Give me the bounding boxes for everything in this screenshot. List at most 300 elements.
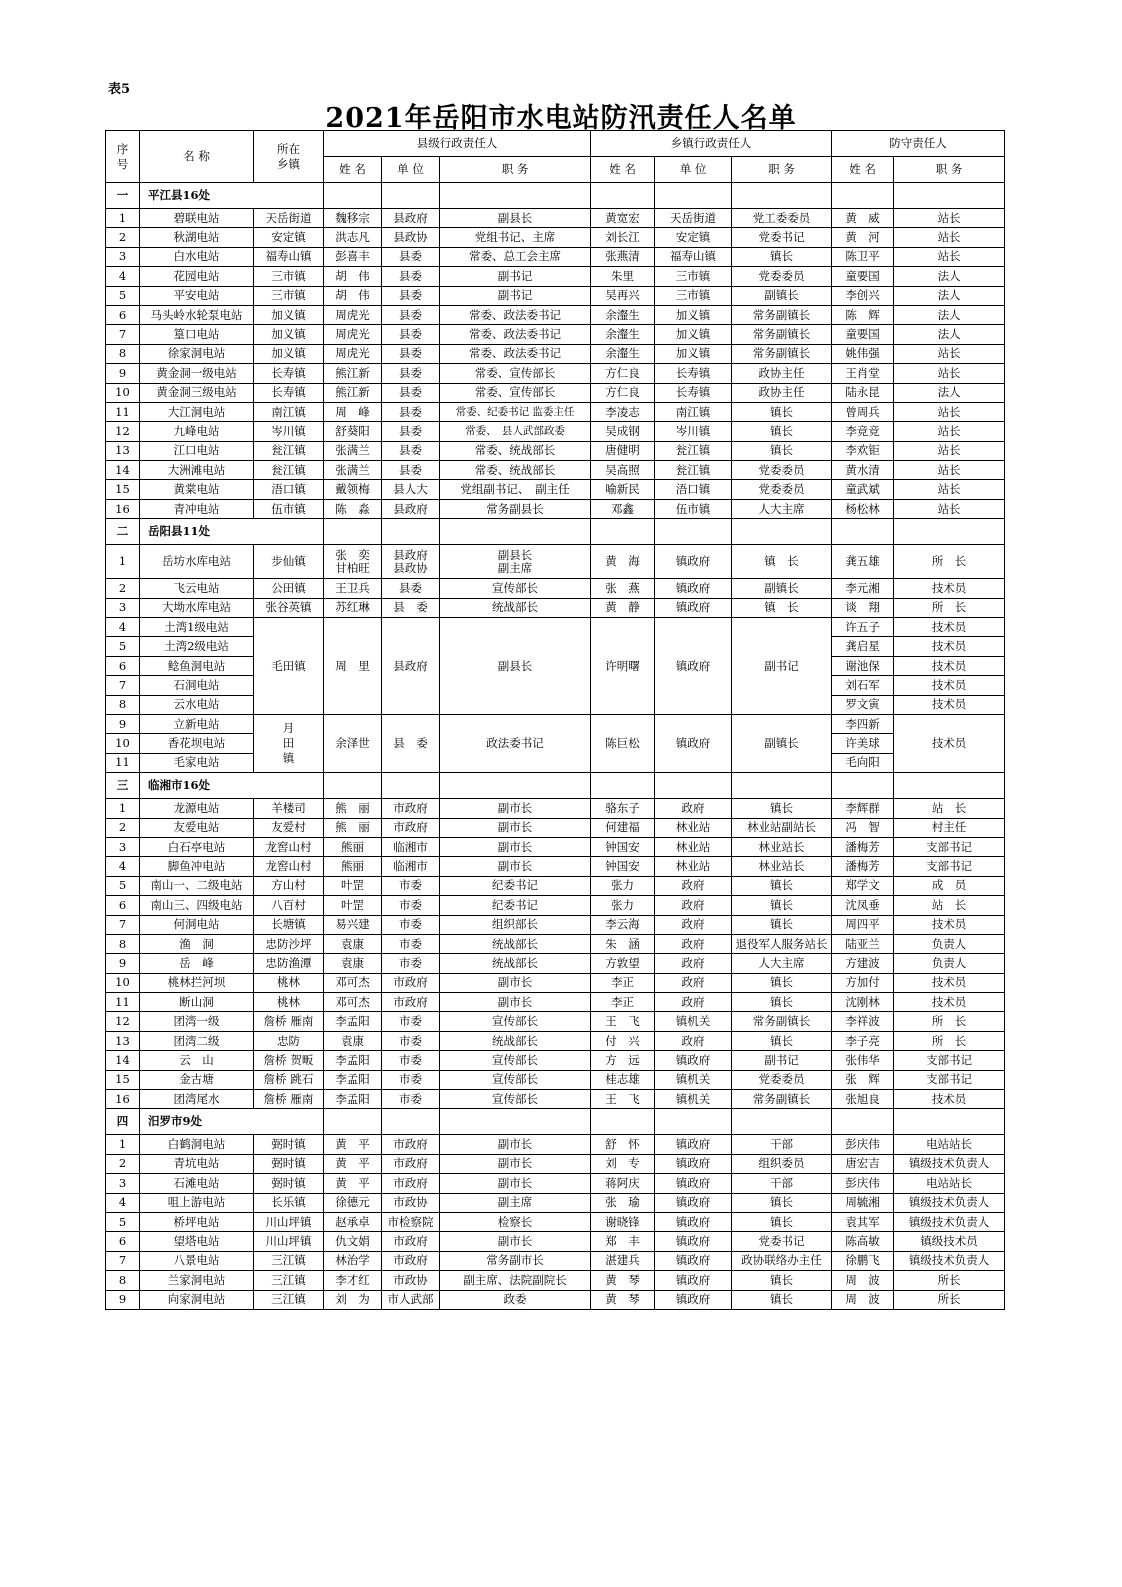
- cell-town-unit: 镇政府: [655, 579, 732, 598]
- cell-county-unit: 县委: [382, 267, 440, 286]
- cell-guard-name: 李竞竞: [832, 422, 894, 441]
- cell-guard-name: 李欢钜: [832, 441, 894, 460]
- cell-town-unit: 南江镇: [655, 402, 732, 421]
- cell-seq: 12: [106, 1012, 140, 1031]
- cell-county-post: 常委、政法委书记: [440, 344, 591, 363]
- cell-county-post: 宣传部长: [440, 1051, 591, 1070]
- cell-town-name: 钟国安: [591, 857, 655, 876]
- cell-town-post: 党委书记: [732, 228, 832, 247]
- cell-name: 飞云电站: [140, 579, 254, 598]
- cell-name: 青冲电站: [140, 499, 254, 518]
- cell-town-unit: 镇政府: [655, 618, 732, 715]
- cell-town: 詹桥 雁南: [254, 1090, 324, 1109]
- cell-town-name: 吴再兴: [591, 286, 655, 305]
- header-town-post: 职 务: [732, 157, 832, 183]
- cell-town-post: 镇长: [732, 1271, 832, 1290]
- cell-county-name: 熊江新: [324, 364, 382, 383]
- cell-county-name: 黄 平: [324, 1174, 382, 1193]
- cell-guard-post: 法人: [894, 383, 1005, 402]
- cell-guard-name: 李祥波: [832, 1012, 894, 1031]
- cell-guard-name: 姚伟强: [832, 344, 894, 363]
- cell-county-post: 党组书记、主席: [440, 228, 591, 247]
- section-no: 三: [106, 773, 140, 799]
- cell-guard-name: 潘梅芳: [832, 837, 894, 856]
- cell-town-unit: 林业站: [655, 818, 732, 837]
- cell-town-unit: 政府: [655, 973, 732, 992]
- cell-county-post: 常委、政法委书记: [440, 325, 591, 344]
- cell-town-post: 常务副镇长: [732, 1090, 832, 1109]
- cell-seq: 6: [106, 1232, 140, 1251]
- cell-guard-post: 所 长: [894, 1031, 1005, 1050]
- section-row: [106, 519, 1005, 545]
- cell-name: 大坳水库电站: [140, 598, 254, 617]
- cell-guard-post: 支部书记: [894, 1051, 1005, 1070]
- cell-name: 云 山: [140, 1051, 254, 1070]
- cell-county-post: 宣传部长: [440, 1012, 591, 1031]
- cell-guard-post: 站 长: [894, 799, 1005, 818]
- cell-guard-post: 负责人: [894, 954, 1005, 973]
- cell-town-post: 镇长: [732, 1290, 832, 1309]
- cell-county-name: 熊江新: [324, 383, 382, 402]
- header-town: 所在 乡镇: [254, 131, 324, 183]
- cell-town: 三市镇: [254, 286, 324, 305]
- cell-town: 三江镇: [254, 1251, 324, 1270]
- cell-county-unit: 县政府 县政协: [382, 545, 440, 579]
- cell-guard-name: 曾周兵: [832, 402, 894, 421]
- cell-town: 加义镇: [254, 305, 324, 324]
- header-guard-group: 防守责任人: [832, 131, 1005, 157]
- cell-county-unit: 县委: [382, 383, 440, 402]
- cell-name: 桥坪电站: [140, 1212, 254, 1231]
- cell-town: 詹桥 雁南: [254, 1012, 324, 1031]
- table-row: [106, 286, 1005, 305]
- cell-name: 篁口电站: [140, 325, 254, 344]
- cell-guard-name: 李四新: [832, 714, 894, 733]
- cell-guard-name: 王肖堂: [832, 364, 894, 383]
- cell-guard-name: 张旭良: [832, 1090, 894, 1109]
- cell-county-post: 副市长: [440, 818, 591, 837]
- cell-town-post: 镇长: [732, 896, 832, 915]
- cell-name: 花园电站: [140, 267, 254, 286]
- cell-town: 弼时镇: [254, 1154, 324, 1173]
- cell-town-unit: 政府: [655, 993, 732, 1012]
- cell-name: 八景电站: [140, 1251, 254, 1270]
- cell-seq: 2: [106, 579, 140, 598]
- cell-town: 浯口镇: [254, 480, 324, 499]
- cell-town-unit: 林业站: [655, 837, 732, 856]
- section-no: 二: [106, 519, 140, 545]
- cell-town: 桃林: [254, 993, 324, 1012]
- cell-guard-post: 技术员: [894, 676, 1005, 695]
- cell-guard-post: 镇级技术员: [894, 1232, 1005, 1251]
- cell-county-unit: 市政协: [382, 1271, 440, 1290]
- cell-county-name: 李孟阳: [324, 1051, 382, 1070]
- cell-seq: 6: [106, 896, 140, 915]
- cell-county-name: 袁康: [324, 934, 382, 953]
- cell-town-unit: 镇政府: [655, 1271, 732, 1290]
- table-row: [106, 857, 1005, 876]
- cell-name: 团湾一级: [140, 1012, 254, 1031]
- cell-town-post: 常务副镇长: [732, 344, 832, 363]
- cell-seq: 9: [106, 1290, 140, 1309]
- cell-town-unit: 镇机关: [655, 1090, 732, 1109]
- header-name: 名 称: [140, 131, 254, 183]
- cell-guard-name: 李元湘: [832, 579, 894, 598]
- cell-county-unit: 市政府: [382, 799, 440, 818]
- cell-town: 八百村: [254, 896, 324, 915]
- cell-name: 岳 峰: [140, 954, 254, 973]
- cell-name: 青坑电站: [140, 1154, 254, 1173]
- cell-town-name: 刘长江: [591, 228, 655, 247]
- cell-town-unit: 林业站: [655, 857, 732, 876]
- cell-name: 岳坊水库电站: [140, 545, 254, 579]
- cell-seq: 5: [106, 1212, 140, 1231]
- cell-town: 月 田 镇: [254, 714, 324, 772]
- cell-town-post: 党委委员: [732, 267, 832, 286]
- cell-guard-name: 童武斌: [832, 480, 894, 499]
- cell-guard-post: 站长: [894, 209, 1005, 228]
- table-row: [106, 1271, 1005, 1290]
- cell-town-post: 镇长: [732, 1212, 832, 1231]
- cell-county-post: 常委、纪委书记 监委主任: [440, 402, 591, 421]
- cell-guard-name: 李创兴: [832, 286, 894, 305]
- cell-county-unit: 市政府: [382, 993, 440, 1012]
- cell-town: 桃林: [254, 973, 324, 992]
- cell-guard-name: 彭庆伟: [832, 1174, 894, 1193]
- cell-town-post: 人大主席: [732, 954, 832, 973]
- cell-county-post: 常委、政法委书记: [440, 305, 591, 324]
- cell-name: 渔 洞: [140, 934, 254, 953]
- cell-county-post: 宣传部长: [440, 579, 591, 598]
- cell-guard-post: 所长: [894, 1290, 1005, 1309]
- cell-town-post: 镇长: [732, 973, 832, 992]
- cell-guard-post: 镇级技术负责人: [894, 1212, 1005, 1231]
- cell-guard-post: 支部书记: [894, 857, 1005, 876]
- cell-guard-post: 镇级技术负责人: [894, 1193, 1005, 1212]
- cell-town-name: 黄宽宏: [591, 209, 655, 228]
- cell-guard-post: 村主任: [894, 818, 1005, 837]
- table-row: [106, 344, 1005, 363]
- cell-guard-post: 技术员: [894, 695, 1005, 714]
- cell-town-post: 镇 长: [732, 598, 832, 617]
- section-row: [106, 773, 1005, 799]
- cell-town-unit: 政府: [655, 915, 732, 934]
- cell-guard-post: 站长: [894, 461, 1005, 480]
- cell-seq: 10: [106, 973, 140, 992]
- cell-town-name: 唐健明: [591, 441, 655, 460]
- cell-county-post: 组织部长: [440, 915, 591, 934]
- cell-seq: 14: [106, 1051, 140, 1070]
- cell-name: 何洞电站: [140, 915, 254, 934]
- cell-county-unit: 县委: [382, 344, 440, 363]
- cell-name: 大江洞电站: [140, 402, 254, 421]
- cell-guard-post: 技术员: [894, 993, 1005, 1012]
- cell-town-post: 政协主任: [732, 364, 832, 383]
- cell-town-unit: 镇政府: [655, 1135, 732, 1154]
- cell-seq: 6: [106, 305, 140, 324]
- cell-name: 南山三、四级电站: [140, 896, 254, 915]
- cell-county-unit: 市政府: [382, 818, 440, 837]
- cell-seq: 4: [106, 1193, 140, 1212]
- cell-town-unit: 瓮江镇: [655, 461, 732, 480]
- cell-town: 伍市镇: [254, 499, 324, 518]
- cell-seq: 9: [106, 954, 140, 973]
- cell-county-name: 胡 伟: [324, 267, 382, 286]
- cell-guard-name: 李子亮: [832, 1031, 894, 1050]
- cell-county-name: 陈 淼: [324, 499, 382, 518]
- cell-guard-name: 童要国: [832, 267, 894, 286]
- cell-town-unit: 天岳街道: [655, 209, 732, 228]
- cell-county-post: 副县长: [440, 618, 591, 715]
- cell-town-unit: 伍市镇: [655, 499, 732, 518]
- cell-town-unit: 镇机关: [655, 1012, 732, 1031]
- cell-seq: 4: [106, 267, 140, 286]
- cell-seq: 15: [106, 1070, 140, 1089]
- cell-county-name: 周虎光: [324, 325, 382, 344]
- cell-guard-post: 技术员: [894, 714, 1005, 772]
- cell-name: 土湾2级电站: [140, 637, 254, 656]
- cell-town-post: 镇长: [732, 993, 832, 1012]
- cell-town-name: 骆东子: [591, 799, 655, 818]
- cell-town-post: 干部: [732, 1135, 832, 1154]
- cell-county-post: 副市长: [440, 799, 591, 818]
- table-row: [106, 915, 1005, 934]
- cell-county-post: 纪委书记: [440, 896, 591, 915]
- cell-town: 公田镇: [254, 579, 324, 598]
- cell-name: 脚鱼冲电站: [140, 857, 254, 876]
- table-row: [106, 499, 1005, 518]
- cell-guard-name: 唐宏吉: [832, 1154, 894, 1173]
- cell-town-post: 副书记: [732, 1051, 832, 1070]
- cell-seq: 9: [106, 714, 140, 733]
- cell-county-name: 叶罡: [324, 876, 382, 895]
- cell-town-post: 政协主任: [732, 383, 832, 402]
- cell-name: 香花坝电站: [140, 734, 254, 753]
- cell-name: 白鹤洞电站: [140, 1135, 254, 1154]
- cell-town-name: 桂志雄: [591, 1070, 655, 1089]
- cell-town-unit: 浯口镇: [655, 480, 732, 499]
- cell-county-unit: 临湘市: [382, 857, 440, 876]
- table-row: [106, 1051, 1005, 1070]
- cell-town-post: 镇长: [732, 1031, 832, 1050]
- table-row: [106, 267, 1005, 286]
- cell-town: 长寿镇: [254, 383, 324, 402]
- cell-town: 詹桥 贺畈: [254, 1051, 324, 1070]
- cell-county-name: 袁康: [324, 954, 382, 973]
- cell-county-name: 赵承卓: [324, 1212, 382, 1231]
- table-row: [106, 364, 1005, 383]
- cell-town: 长寿镇: [254, 364, 324, 383]
- cell-guard-post: 法人: [894, 305, 1005, 324]
- cell-town-post: 镇长: [732, 876, 832, 895]
- cell-name: 九峰电站: [140, 422, 254, 441]
- cell-town-name: 黄 琴: [591, 1290, 655, 1309]
- cell-seq: 2: [106, 228, 140, 247]
- cell-county-post: 宣传部长: [440, 1090, 591, 1109]
- cell-seq: 5: [106, 637, 140, 656]
- cell-town: 毛田镇: [254, 618, 324, 715]
- cell-county-post: 副市长: [440, 1154, 591, 1173]
- cell-name: 望塔电站: [140, 1232, 254, 1251]
- cell-county-post: 副市长: [440, 857, 591, 876]
- cell-town-post: 常务副镇长: [732, 325, 832, 344]
- cell-county-unit: 县 委: [382, 714, 440, 772]
- cell-town-unit: 镇政府: [655, 1051, 732, 1070]
- cell-county-unit: 市检察院: [382, 1212, 440, 1231]
- cell-town-post: 镇长: [732, 799, 832, 818]
- cell-county-post: 统战部长: [440, 934, 591, 953]
- cell-guard-post: 技术员: [894, 973, 1005, 992]
- cell-seq: 3: [106, 598, 140, 617]
- cell-county-post: 副书记: [440, 286, 591, 305]
- table-row: [106, 818, 1005, 837]
- cell-county-unit: 市政府: [382, 1135, 440, 1154]
- cell-guard-name: 周 波: [832, 1290, 894, 1309]
- section-title: 临湘市16处: [140, 773, 324, 799]
- cell-town-unit: 岑川镇: [655, 422, 732, 441]
- cell-town: 福寿山镇: [254, 247, 324, 266]
- cell-town-unit: 镇政府: [655, 1154, 732, 1173]
- cell-guard-name: 杨松林: [832, 499, 894, 518]
- cell-guard-name: 李辉群: [832, 799, 894, 818]
- table-row: [106, 545, 1005, 579]
- cell-town-name: 何建福: [591, 818, 655, 837]
- cell-county-unit: 市委: [382, 1031, 440, 1050]
- cell-town-name: 湛建兵: [591, 1251, 655, 1270]
- cell-name: 秋湖电站: [140, 228, 254, 247]
- table-row: [106, 598, 1005, 617]
- cell-town: 长塘镇: [254, 915, 324, 934]
- cell-town-name: 余瀣生: [591, 305, 655, 324]
- cell-county-unit: 市委: [382, 954, 440, 973]
- cell-county-post: 纪委书记: [440, 876, 591, 895]
- cell-county-name: 周虎光: [324, 344, 382, 363]
- table-row: [106, 325, 1005, 344]
- cell-guard-post: 所 长: [894, 545, 1005, 579]
- cell-name: 白水电站: [140, 247, 254, 266]
- cell-town-name: 黄 静: [591, 598, 655, 617]
- cell-name: 咀上游电站: [140, 1193, 254, 1212]
- cell-town-name: 王 飞: [591, 1012, 655, 1031]
- cell-town-post: 组织委员: [732, 1154, 832, 1173]
- cell-seq: 7: [106, 915, 140, 934]
- table-row: [106, 1232, 1005, 1251]
- cell-town-unit: 政府: [655, 876, 732, 895]
- cell-guard-name: 罗文寅: [832, 695, 894, 714]
- table-row: [106, 993, 1005, 1012]
- cell-town-name: 方仁良: [591, 364, 655, 383]
- cell-town-name: 李正: [591, 973, 655, 992]
- cell-guard-name: 周四平: [832, 915, 894, 934]
- cell-county-post: 政委: [440, 1290, 591, 1309]
- cell-seq: 11: [106, 402, 140, 421]
- cell-county-post: 副市长: [440, 973, 591, 992]
- cell-seq: 13: [106, 1031, 140, 1050]
- cell-guard-name: 徐鹏飞: [832, 1251, 894, 1270]
- table-row: [106, 305, 1005, 324]
- cell-town-name: 李凌志: [591, 402, 655, 421]
- cell-guard-name: 方建波: [832, 954, 894, 973]
- cell-county-name: 胡 伟: [324, 286, 382, 305]
- cell-county-name: 张满兰: [324, 441, 382, 460]
- cell-county-name: 仇文娟: [324, 1232, 382, 1251]
- header-county-unit: 单 位: [382, 157, 440, 183]
- cell-county-name: 李孟阳: [324, 1090, 382, 1109]
- cell-town-unit: 政府: [655, 954, 732, 973]
- cell-county-post: 常委、统战部长: [440, 461, 591, 480]
- cell-guard-name: 沈刚林: [832, 993, 894, 1012]
- cell-town-name: 张 燕: [591, 579, 655, 598]
- cell-town-unit: 加义镇: [655, 344, 732, 363]
- cell-town-unit: 三市镇: [655, 267, 732, 286]
- cell-county-unit: 县委: [382, 422, 440, 441]
- cell-guard-name: 冯 智: [832, 818, 894, 837]
- cell-county-name: 洪志凡: [324, 228, 382, 247]
- cell-county-name: 黄 平: [324, 1135, 382, 1154]
- cell-town: 瓮江镇: [254, 461, 324, 480]
- cell-guard-name: 童要国: [832, 325, 894, 344]
- cell-town-name: 余瀣生: [591, 344, 655, 363]
- cell-county-unit: 县委: [382, 441, 440, 460]
- cell-name: 石滩电站: [140, 1174, 254, 1193]
- cell-county-unit: 县政府: [382, 499, 440, 518]
- cell-guard-post: 成 员: [894, 876, 1005, 895]
- cell-seq: 2: [106, 818, 140, 837]
- cell-county-unit: 县政府: [382, 209, 440, 228]
- cell-seq: 16: [106, 499, 140, 518]
- cell-guard-post: 电站站长: [894, 1135, 1005, 1154]
- cell-county-unit: 市委: [382, 934, 440, 953]
- cell-town: 川山坪镇: [254, 1232, 324, 1251]
- cell-seq: 3: [106, 247, 140, 266]
- cell-town-name: 张力: [591, 896, 655, 915]
- cell-seq: 10: [106, 734, 140, 753]
- header-county-group: 县级行政责任人: [324, 131, 591, 157]
- cell-county-name: 周 峰: [324, 402, 382, 421]
- cell-county-post: 政法委书记: [440, 714, 591, 772]
- cell-name: 云水电站: [140, 695, 254, 714]
- cell-county-unit: 县委: [382, 325, 440, 344]
- cell-county-post: 常委、统战部长: [440, 441, 591, 460]
- table-row: [106, 402, 1005, 421]
- table-row: [106, 422, 1005, 441]
- cell-guard-post: 所 长: [894, 598, 1005, 617]
- cell-name: 大洲滩电站: [140, 461, 254, 480]
- cell-guard-post: 站长: [894, 441, 1005, 460]
- cell-guard-name: 郑学文: [832, 876, 894, 895]
- cell-county-unit: 县委: [382, 402, 440, 421]
- cell-county-unit: 县委: [382, 579, 440, 598]
- cell-county-unit: 县委: [382, 247, 440, 266]
- table-row: [106, 480, 1005, 499]
- cell-seq: 5: [106, 286, 140, 305]
- cell-town: 羊楼司: [254, 799, 324, 818]
- cell-seq: 8: [106, 1271, 140, 1290]
- cell-county-unit: 市政府: [382, 973, 440, 992]
- cell-county-unit: 县 委: [382, 598, 440, 617]
- cell-guard-name: 毛向阳: [832, 753, 894, 772]
- table-row: [106, 714, 1005, 733]
- cell-seq: 11: [106, 753, 140, 772]
- cell-town-post: 镇长: [732, 247, 832, 266]
- cell-town: 方山村: [254, 876, 324, 895]
- cell-guard-post: 支部书记: [894, 837, 1005, 856]
- cell-town-unit: 镇机关: [655, 1070, 732, 1089]
- cell-town-name: 黄 琴: [591, 1271, 655, 1290]
- table-row: [106, 1193, 1005, 1212]
- cell-seq: 12: [106, 422, 140, 441]
- cell-name: 南山一、二级电站: [140, 876, 254, 895]
